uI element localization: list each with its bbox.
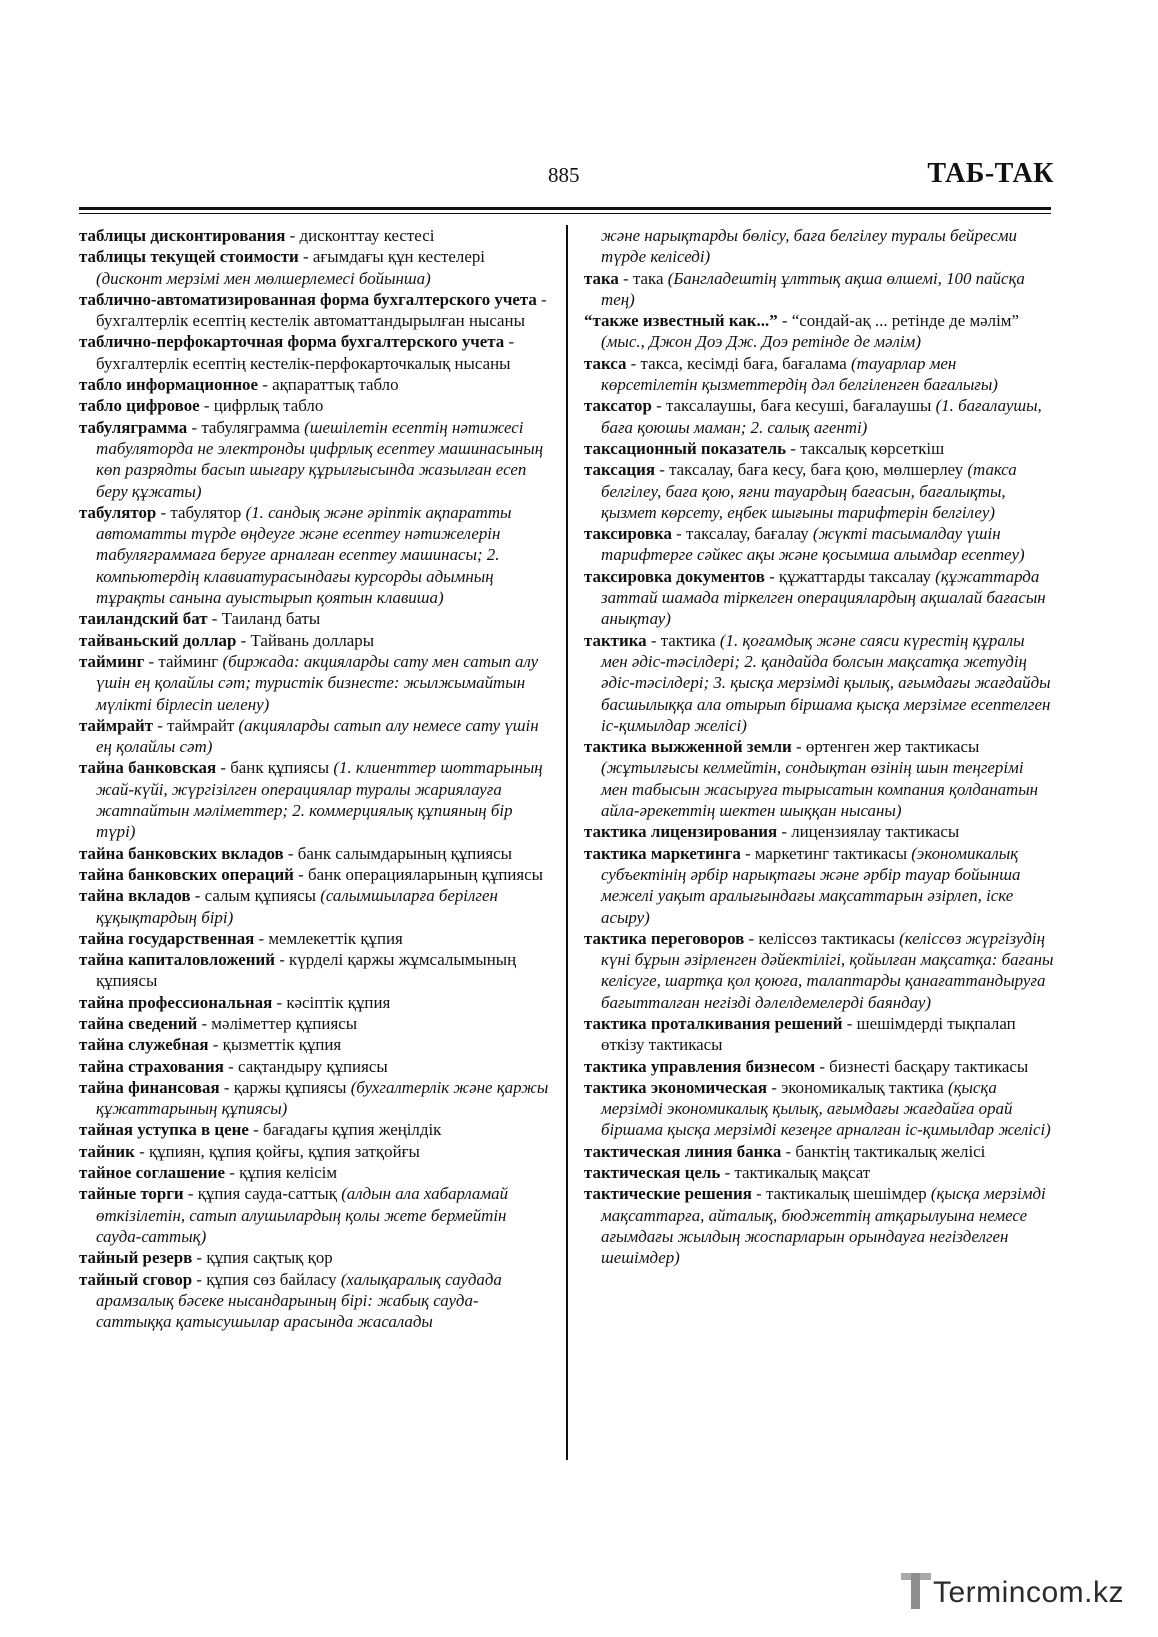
- entry-term: табуляграмма: [79, 417, 188, 437]
- entry-gloss: (1. сандық және әріптік ақпаратты автоматты түрде өңдеуге және есептеу нәтижелерін табуляграммаға беруге арналған есептеу машинасы; 2. компьютердің клавиатурасындағы курсорды адымның тұрақты санына ауыстырып қоятын клавиша): [96, 502, 512, 608]
- entry-translation: құпиян, құпия қойғы, құпия затқойғы: [148, 1141, 420, 1161]
- entry-separator: -: [777, 311, 792, 331]
- entry-separator: -: [199, 396, 214, 416]
- dictionary-entry: [584, 1077, 1054, 1141]
- entry-translation: өртенген жер тактикасы: [805, 737, 980, 757]
- entry-separator: -: [153, 715, 168, 735]
- entry-term: тайное соглашение: [79, 1163, 225, 1183]
- page-number: 885: [548, 163, 580, 187]
- entry-translation: банк құпиясы: [230, 758, 334, 778]
- entry-gloss: (қысқа мерзімді экономикалық қылық, ағымдағы жағдайға орай біршама қысқа мерзімді кезеңге арналған іс-қимылдар желісі): [601, 1077, 1051, 1140]
- entry-translation: банктің тактикалық желісі: [795, 1141, 986, 1161]
- entry-separator: -: [751, 1184, 766, 1204]
- dictionary-entry: [79, 630, 549, 651]
- dictionary-entry: [79, 608, 549, 629]
- entry-term: таксировка документов: [584, 566, 765, 586]
- entry-gloss: (тауарлар мен көрсетілетін қызметтердің дәл белгіленген бағалығы): [601, 353, 998, 395]
- entry-term: тайник: [79, 1141, 135, 1161]
- dictionary-entry: [584, 353, 1054, 396]
- entry-separator: -: [236, 630, 251, 650]
- entry-term: тайминг: [79, 651, 145, 671]
- entry-term: тактика лицензирования: [584, 822, 778, 842]
- entry-separator: -: [254, 928, 269, 948]
- entry-translation: кәсіптік құпия: [286, 992, 391, 1012]
- entry-term: тактика выжженной земли: [584, 737, 792, 757]
- dictionary-entry: [79, 992, 549, 1013]
- entry-term: таблицы дисконтирования: [79, 226, 286, 245]
- entry-gloss: (экономикалық субъектінің әрбір нарықтағы және әрбір тауар бойынша межелі уақыт аралығындағы мақсаттарын әзірлеп, іске асыру): [601, 843, 1021, 927]
- entry-translation: құпия сауда-саттық: [197, 1184, 342, 1204]
- entry-separator: -: [815, 1056, 830, 1076]
- entry-separator: -: [651, 396, 666, 416]
- entry-translation: бухгалтерлік есептің кестелік автоматтандырылған нысаны: [96, 311, 525, 331]
- entry-translation: цифрлық табло: [213, 396, 324, 416]
- entry-gloss: (жұтылғысы келмейтін, сондықтан өзінің шын теңгерімі мен табысын жасыруға тырысатын компания қолданатын айла-әрекеттің шектен шыққан нысаны): [601, 758, 1039, 821]
- entry-term: таксатор: [584, 396, 652, 416]
- entry-term: тактическая линия банка: [584, 1141, 782, 1161]
- entry-separator: -: [144, 651, 159, 671]
- entry-term: тактические решения: [584, 1184, 752, 1204]
- entry-term: таблично-перфокарточная форма бухгалтерского учета: [79, 332, 505, 352]
- entry-translation: таймрайт: [167, 715, 239, 735]
- entry-term: таймрайт: [79, 715, 154, 735]
- entry-gloss: (1. клиенттер шоттарының жай-күйі, жүргізілген операциялар туралы жариялауға жатпайтын мәліметтер; 2. коммерциялық құпияның бір түрі): [96, 758, 543, 842]
- entry-term: табло цифровое: [79, 396, 200, 416]
- dictionary-entry: [584, 843, 1054, 928]
- dictionary-entry: [79, 289, 549, 332]
- termincom-logo-icon: [901, 1571, 931, 1611]
- entry-term: тайна банковских операций: [79, 864, 294, 884]
- entry-separator: -: [156, 502, 171, 522]
- dictionary-entry: [79, 949, 549, 992]
- entry-term: тактика: [584, 630, 647, 650]
- right-column: [584, 225, 1054, 1269]
- entry-term: тактика экономическая: [584, 1077, 767, 1097]
- termincom-logo: [901, 1567, 1124, 1611]
- entry-separator: -: [134, 1141, 149, 1161]
- entry-separator: -: [192, 1269, 207, 1289]
- entry-translation: бағадағы құпия жеңілдік: [262, 1120, 442, 1140]
- entry-gloss: (биржада: акцияларды сату мен сатып алу үшін ең қолайлы сәт; туристік бизнесте: жылжымайтын мүлікті бірлесіп иелену): [96, 651, 539, 714]
- entry-term: тайна вкладов: [79, 886, 191, 906]
- entry-gloss: (құжаттарда заттай шамада тіркелген операциялардың ақшалай бағасын анықтау): [601, 566, 1046, 629]
- entry-translation: салым құпиясы: [204, 886, 321, 906]
- entry-translation: тайминг: [158, 651, 223, 671]
- entry-term: тайна банковских вкладов: [79, 843, 284, 863]
- entry-translation: ақпараттық табло: [272, 375, 399, 395]
- entry-gloss: (такса белгілеу, баға қою, яғни тауардың бағасын, бағалықты, қызмет көрсету, еңбек шығыны тарифтерін белгілеу): [601, 460, 1017, 522]
- entry-separator: -: [207, 609, 222, 629]
- entry-translation: тактикалық мақсат: [734, 1163, 871, 1183]
- entry-separator: -: [786, 438, 801, 458]
- entry-separator: -: [671, 524, 687, 544]
- dictionary-entry: [79, 1269, 549, 1333]
- dictionary-entry: [79, 1141, 549, 1162]
- dictionary-entry: [79, 928, 549, 949]
- entry-translation: күрделі қаржы жұмсалымының құпиясы: [96, 950, 517, 991]
- entry-translation: құпия сөз байласу: [206, 1269, 341, 1289]
- dictionary-entry: [584, 395, 1054, 438]
- left-column: [79, 225, 549, 1332]
- dictionary-entry: [79, 1183, 549, 1247]
- entry-gloss: (1. бағалаушы, баға қоюшы маман; 2. салық агенті): [601, 396, 1042, 437]
- dictionary-entry: [584, 630, 1054, 736]
- entry-translation: экономикалық тактика: [781, 1077, 948, 1097]
- entry-translation: мәліметтер құпиясы: [211, 1013, 358, 1033]
- entry-term: тайна банковская: [79, 758, 217, 778]
- entry-gloss: (салымшыларға берілген құқықтардың бірі): [96, 886, 498, 927]
- entry-term: тайна сведений: [79, 1013, 198, 1033]
- entry-separator: -: [744, 928, 759, 948]
- entry-term: тактическая цель: [584, 1163, 721, 1183]
- entry-term: тайна государственная: [79, 928, 255, 948]
- entry-translation: сақтандыру құпиясы: [238, 1056, 388, 1076]
- entry-term: таблицы текущей стоимости: [79, 247, 299, 267]
- entry-term: тайные торги: [79, 1184, 184, 1204]
- entry-separator: -: [766, 1077, 782, 1097]
- dictionary-entry: [79, 843, 549, 864]
- dictionary-entry: [79, 885, 549, 928]
- entry-gloss: (алдын ала хабарламай өткізілетін, сатып алушылардың қолы жете бермейтін сауда-саттық): [96, 1184, 509, 1246]
- entry-term: тактика проталкивания решений: [584, 1013, 843, 1033]
- header-rule-thick: [79, 207, 1051, 210]
- entry-separator: -: [187, 417, 202, 437]
- entry-translation: таксалау, бағалау: [686, 524, 813, 544]
- dictionary-entry: [79, 1247, 549, 1268]
- dictionary-entry: [584, 1141, 1054, 1162]
- entry-separator: -: [285, 226, 300, 245]
- logo-text: Termincom.kz: [932, 1576, 1124, 1609]
- column-divider: [566, 225, 568, 1460]
- dictionary-entry: [79, 225, 549, 246]
- entry-separator: -: [781, 1141, 796, 1161]
- entry-term: тайный резерв: [79, 1248, 193, 1268]
- dictionary-entry: [584, 268, 1054, 311]
- entry-separator: -: [223, 1056, 238, 1076]
- dictionary-entry: [79, 757, 549, 842]
- dictionary-entry: [79, 417, 549, 502]
- entry-term: таблично-автоматизированная форма бухгалтерского учета: [79, 289, 537, 309]
- running-head: ТАБ-ТАК: [927, 158, 1054, 189]
- dictionary-entry: [584, 459, 1054, 523]
- dictionary-entry: [584, 310, 1054, 353]
- entry-separator: -: [197, 1013, 212, 1033]
- entry-separator: -: [764, 566, 779, 586]
- entry-translation: ағымдағы құн кестелері: [312, 247, 485, 267]
- dictionary-entry: [79, 1013, 549, 1034]
- dictionary-entry: [584, 1162, 1054, 1183]
- entry-separator: -: [248, 1120, 263, 1140]
- entry-separator: -: [618, 268, 633, 288]
- entry-separator: -: [216, 758, 231, 778]
- entry-separator: -: [274, 950, 290, 970]
- entry-translation: қызметтік құпия: [222, 1035, 342, 1055]
- entry-translation: тактика: [660, 630, 720, 650]
- dictionary-entry: [79, 715, 549, 758]
- entry-translation: бизнесті басқару тактикасы: [829, 1056, 1029, 1076]
- dictionary-entry: [584, 1013, 1054, 1056]
- entry-translation: шешімдерді тықпалап өткізу тактикасы: [601, 1013, 1016, 1055]
- entry-term: тайна капиталовложений: [79, 950, 275, 970]
- dictionary-entry: [79, 1162, 549, 1183]
- entry-gloss: (бухгалтерлік және қаржы құжаттарының құпиясы): [96, 1077, 549, 1119]
- entry-translation: банк операцияларының құпиясы: [307, 864, 544, 884]
- dictionary-entry: [584, 736, 1054, 821]
- entry-separator: -: [842, 1013, 857, 1033]
- dictionary-entry: [79, 864, 549, 885]
- dictionary-entry: [584, 523, 1054, 566]
- entry-gloss: (келіссөз жүргізудің күні бұрын әзірленген дәйектілігі, қойылған мақсатқа: бағаны келісуге, шартқа қол қоюға, талаптарды қанағаттандыруға бағытталған негізді дәлелдемелерді баяндау): [601, 928, 1054, 1012]
- entry-translation: таксалық көрсеткіш: [800, 438, 945, 458]
- dictionary-entry: [79, 395, 549, 416]
- entry-translation: құпия келісім: [239, 1163, 338, 1183]
- entry-separator: -: [720, 1163, 735, 1183]
- entry-term: тайная уступка в цене: [79, 1120, 249, 1140]
- entry-gloss: (1. қоғамдық және саяси күрестің құралы мен әдіс-тәсілдері; 2. қандайда болсын мақсатқа жетудің әдіс-тәсілдері; 3. қысқа мерзімді қылық, ағымдағы жағдайды басшылыққа ала отырып біршама қысқа мерзімге есептелген іс-қимылдар желісі): [601, 630, 1051, 735]
- entry-gloss: (қысқа мерзімді мақсаттарға, айталық, бюджеттің атқарылуына немесе ағымдағы жылдың жоспарларын орындауға негізделген шешімдер): [601, 1184, 1046, 1268]
- entry-translation: Тайвань доллары: [250, 630, 375, 650]
- entry-term: тайна страхования: [79, 1056, 224, 1076]
- entry-separator: -: [536, 289, 547, 309]
- entry-translation: Таиланд баты: [221, 609, 321, 629]
- dictionary-entry: [584, 225, 1054, 268]
- entry-term: тайный сговор: [79, 1269, 193, 1289]
- entry-translation: тактикалық шешімдер: [765, 1184, 931, 1204]
- entry-gloss: (жүкті тасымалдау үшін тарифтерге сәйкес ақы және қосымша алымдар есептеу): [601, 524, 1025, 565]
- entry-term: тайваньский доллар: [79, 630, 237, 650]
- entry-translation: келіссөз тактикасы: [758, 928, 900, 948]
- entry-term: тайна профессиональная: [79, 992, 273, 1012]
- entry-term: такса: [584, 353, 627, 373]
- entry-separator: -: [272, 992, 287, 1012]
- dictionary-entry: [79, 1056, 549, 1077]
- dictionary-entry: [584, 1183, 1054, 1268]
- entry-translation: құпия сақтық қор: [206, 1248, 333, 1268]
- entry-term: табулятор: [79, 502, 157, 522]
- entry-gloss: (шешілетін есептің нәтижесі табуляторда не электронды цифрлық есептеу машинасының көп разрядты басып шығару құрылғысында жазылған есеп беру құжаты): [96, 417, 544, 501]
- entry-separator: -: [190, 886, 205, 906]
- dictionary-entry: [79, 1034, 549, 1055]
- entry-translation: така: [632, 268, 668, 288]
- entry-separator: -: [777, 822, 792, 842]
- entry-translation: банк салымдарының құпиясы: [297, 843, 513, 863]
- entry-term: тактика управления бизнесом: [584, 1056, 816, 1076]
- entry-translation: табуляграмма: [201, 417, 305, 437]
- dictionary-entry: [79, 246, 549, 289]
- entry-translation: таксалау, баға кесу, баға қою, мөлшерлеу: [669, 460, 968, 480]
- entry-translation: дисконттау кестесі: [299, 226, 435, 245]
- entry-separator: -: [224, 1163, 240, 1183]
- entry-separator: -: [219, 1077, 234, 1097]
- header-rule-thin: [79, 213, 1051, 214]
- dictionary-entry: [79, 374, 549, 395]
- dictionary-entry: [584, 566, 1054, 630]
- dictionary-entry: [79, 502, 549, 608]
- dictionary-entry: [79, 1077, 549, 1120]
- entry-translation: таксалаушы, баға кесуші, бағалаушы: [665, 396, 936, 416]
- entry-term: таиландский бат: [79, 609, 208, 629]
- entry-term: така: [584, 268, 619, 288]
- entry-separator: -: [283, 843, 298, 863]
- entry-separator: -: [192, 1248, 207, 1268]
- entry-translation: құжаттарды таксалау: [778, 566, 936, 586]
- entry-translation: табулятор: [170, 502, 246, 522]
- entry-translation: такса, кесімді баға, бағалама: [640, 353, 851, 373]
- entry-separator: -: [791, 737, 806, 757]
- entry-separator: -: [208, 1035, 223, 1055]
- dictionary-entry: [79, 331, 549, 374]
- entry-separator: -: [183, 1184, 198, 1204]
- dictionary-entry: [584, 438, 1054, 459]
- entry-term: тактика маркетинга: [584, 843, 741, 863]
- entry-translation: мемлекеттік құпия: [268, 928, 403, 948]
- dictionary-entry: [584, 821, 1054, 842]
- dictionary-entry: [79, 651, 549, 715]
- dictionary-entry: [584, 1056, 1054, 1077]
- entry-term: таксационный показатель: [584, 438, 787, 458]
- entry-translation: маркетинг тактикасы: [754, 843, 912, 863]
- entry-separator: -: [626, 353, 641, 373]
- entry-separator: -: [293, 864, 308, 884]
- entry-term: табло информационное: [79, 375, 259, 395]
- entry-gloss: (акцияларды сатып алу немесе сату үшін ең қолайлы сәт): [96, 715, 539, 757]
- entry-separator: -: [298, 247, 313, 267]
- entry-term: тайна финансовая: [79, 1077, 220, 1097]
- entry-gloss: (дисконт мерзімі мен мөлшерлемесі бойынша): [96, 268, 431, 288]
- entry-term: таксировка: [584, 524, 672, 544]
- entry-term: таксация: [584, 460, 656, 480]
- entry-translation: “сондай-ақ ... ретінде де мәлім”: [791, 311, 1019, 331]
- entry-separator: -: [504, 332, 515, 352]
- entry-term: тайна служебная: [79, 1035, 209, 1055]
- entry-gloss: және нарықтарды бөлісу, баға белгілеу туралы бейресми түрде келіседі): [601, 226, 1017, 267]
- entry-separator: -: [655, 460, 670, 480]
- dictionary-entry: [584, 928, 1054, 1013]
- entry-separator: -: [646, 630, 661, 650]
- entry-gloss: (халықаралық саудада арамзалық бәсеке нысандарының бірі: жабық сауда-саттыққа қатысушылар арасында жасалады: [96, 1269, 502, 1332]
- entry-translation: бухгалтерлік есептің кестелік-перфокарточкалық нысаны: [96, 353, 511, 373]
- entry-separator: -: [258, 375, 273, 395]
- entry-gloss: (Бангладештің ұлттық ақша өлшемі, 100 пайсқа тең): [601, 268, 1025, 309]
- entry-term: “также известный как...”: [584, 311, 778, 331]
- dictionary-entry: [79, 1119, 549, 1140]
- entry-term: тактика переговоров: [584, 928, 745, 948]
- entry-translation: лицензиялау тактикасы: [791, 822, 960, 842]
- entry-translation: қаржы құпиясы: [233, 1077, 351, 1097]
- entry-gloss: (мыс., Джон Доэ Дж. Доэ ретінде де мәлім): [601, 332, 921, 352]
- entry-separator: -: [740, 843, 755, 863]
